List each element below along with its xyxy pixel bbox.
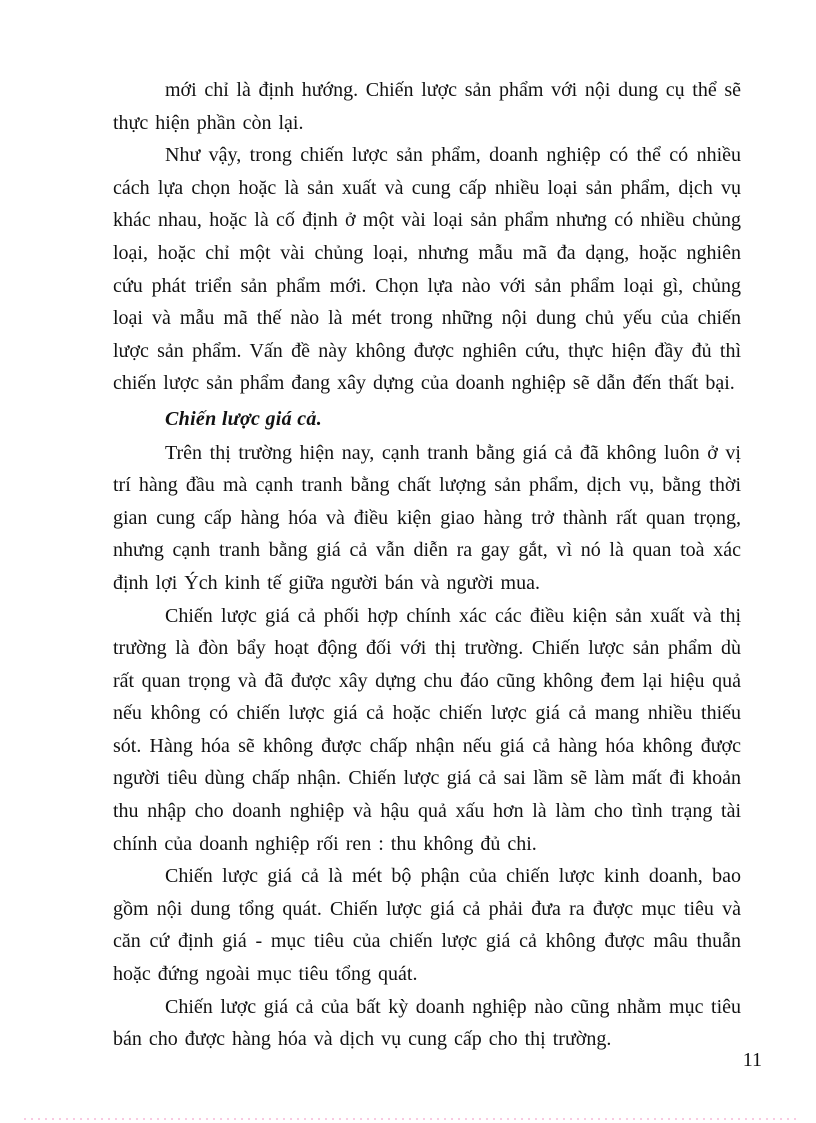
paragraph-price-strategy-goal: Chiến lược giá cả của bất kỳ doanh nghiệp nào cũng nhằm mục tiêu bán cho được hàng hóa và dịch vụ cung cấp cho thị trường. (113, 995, 741, 1051)
paragraph-product-strategy-choices: Như vậy, trong chiến lược sản phẩm, doanh nghiệp có thể có nhiều cách lựa chọn hoặc là sản xuất và cung cấp nhiều loại sản phẩm, dịch vụ khác nhau, hoặc là cố định ở một vài loại sản phẩm nhưng có nhiều chủng loại, hoặc chỉ một vài chủng loại, nhưng mẫu mã đa dạng, hoặc nghiên cứu phát triển sản phẩm mới. Chọn lựa nào với sản phẩm loại gì, chủng loại và mẫu mã thế nào là mét trong những nội dung chủ yếu của chiến lược sản phẩm. Vấn đề này không được nghiên cứu, thực hiện đầy đủ thì chiến lược sản phẩm đang xây dựng của doanh nghiệp sẽ dẫn đến thất bại. (113, 144, 741, 395)
page-number: 11 (742, 1049, 762, 1071)
footer-dotted-line (24, 1118, 798, 1120)
paragraph-price-strategy-part: Chiến lược giá cả là mét bộ phận của chiến lược kinh doanh, bao gồm nội dung tổng quát. Chiến lược giá cả phải đưa ra được mục tiêu và căn cứ định giá - mục tiêu của chiến lược giá cả không được mâu thuẫn hoặc đứng ngoài mục tiêu tổng quát. (113, 865, 741, 986)
page-body (113, 74, 741, 1056)
paragraph-price-strategy-role: Chiến lược giá cả phối hợp chính xác các điều kiện sản xuất và thị trường là đòn bẩy hoạt động đối với thị trường. Chiến lược sản phẩm dù rất quan trọng và đã được xây dựng chu đáo cũng không đem lại hiệu quả nếu không có chiến lược giá cả hoặc chiến lược giá cả mang nhiều thiếu sót. Hàng hóa sẽ không được chấp nhận nếu giá cả hàng hóa không được người tiêu dùng chấp nhận. Chiến lược giá cả sai lầm sẽ làm mất đi khoản thu nhập cho doanh nghiệp và hậu quả xấu hơn là làm cho tình trạng tài chính của doanh nghiệp rối ren : thu không đủ chi. (113, 604, 741, 855)
section-heading-price-strategy: Chiến lược giá cả. (165, 407, 323, 430)
paragraph-price-competition: Trên thị trường hiện nay, cạnh tranh bằng giá cả đã không luôn ở vị trí hàng đầu mà cạnh tranh bằng chất lượng sản phẩm, dịch vụ, bằng thời gian cung cấp hàng hóa và điều kiện giao hàng trở thành rất quan trọng, nhưng cạnh tranh bằng giá cả vẫn diễn ra gay gắt, vì nó là quan toà xác định lợi Ých kinh tế giữa người bán và người mua. (113, 441, 741, 594)
paragraph-product-strategy-intro: mới chỉ là định hướng. Chiến lược sản phẩm với nội dung cụ thể sẽ thực hiện phần còn lại. (113, 79, 741, 134)
